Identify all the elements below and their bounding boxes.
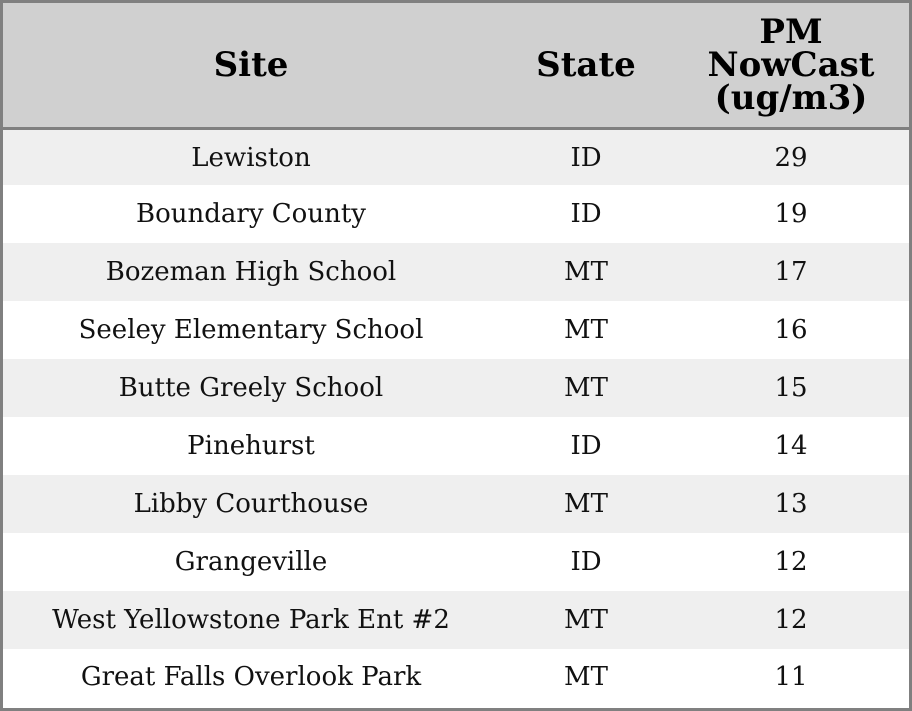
- pm-nowcast-table: [3, 3, 909, 705]
- cell-site: Libby Courthouse: [3, 475, 499, 533]
- cell-pm: 14: [673, 417, 909, 475]
- cell-pm: 11: [673, 649, 909, 705]
- table-row: [3, 243, 909, 301]
- cell-pm: 17: [673, 243, 909, 301]
- cell-state: MT: [499, 475, 673, 533]
- table-row: [3, 533, 909, 591]
- cell-site: Seeley Elementary School: [3, 301, 499, 359]
- cell-site: Boundary County: [3, 185, 499, 243]
- cell-state: MT: [499, 359, 673, 417]
- cell-state: MT: [499, 243, 673, 301]
- table-row: [3, 475, 909, 533]
- table-row: [3, 649, 909, 705]
- cell-site: Butte Greely School: [3, 359, 499, 417]
- cell-pm: 19: [673, 185, 909, 243]
- cell-site: Lewiston: [3, 129, 499, 186]
- table-header: [3, 3, 909, 129]
- table-row: [3, 359, 909, 417]
- cell-site: Great Falls Overlook Park: [3, 649, 499, 705]
- cell-state: MT: [499, 649, 673, 705]
- header-pm-nowcast: [673, 3, 909, 129]
- header-pm-line3: (ug/m3): [714, 77, 868, 118]
- table-row: [3, 185, 909, 243]
- header-pm-line1: PM: [759, 11, 823, 52]
- cell-pm: 12: [673, 591, 909, 649]
- table-row: [3, 591, 909, 649]
- table-row: [3, 129, 909, 186]
- cell-state: ID: [499, 129, 673, 186]
- header-row: [3, 3, 909, 129]
- cell-site: West Yellowstone Park Ent #2: [3, 591, 499, 649]
- cell-pm: 13: [673, 475, 909, 533]
- cell-pm: 15: [673, 359, 909, 417]
- cell-state: ID: [499, 417, 673, 475]
- cell-pm: 12: [673, 533, 909, 591]
- table-row: [3, 301, 909, 359]
- cell-site: Grangeville: [3, 533, 499, 591]
- table-body: [3, 129, 909, 706]
- header-pm-line2: NowCast: [707, 44, 875, 85]
- cell-site: Pinehurst: [3, 417, 499, 475]
- cell-pm: 29: [673, 129, 909, 186]
- table-row: [3, 417, 909, 475]
- cell-state: MT: [499, 591, 673, 649]
- cell-state: MT: [499, 301, 673, 359]
- cell-pm: 16: [673, 301, 909, 359]
- cell-state: ID: [499, 533, 673, 591]
- header-state: State: [499, 3, 673, 129]
- header-site: Site: [3, 3, 499, 129]
- cell-state: ID: [499, 185, 673, 243]
- cell-site: Bozeman High School: [3, 243, 499, 301]
